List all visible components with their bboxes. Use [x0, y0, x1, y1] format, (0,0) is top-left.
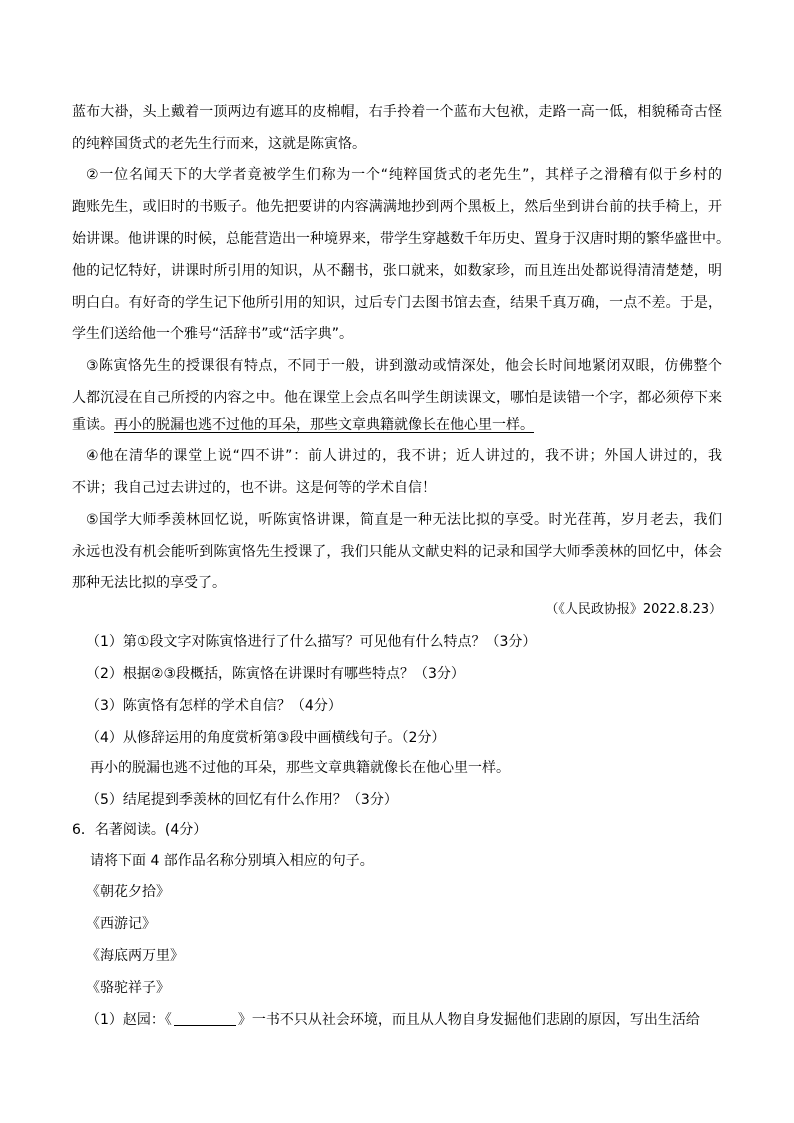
item-prefix: （1）赵园：《 — [86, 1012, 172, 1028]
question-6-item-1 — [86, 1010, 722, 1030]
question-6-title: 6．名著阅读。(4分） — [72, 822, 208, 838]
paragraph-5-line: 永远也没有机会能听到陈寅恪先生授课了，我们只能从文献史料的记录和国学大师季羡林的回忆中，体会 — [72, 544, 722, 560]
book-title: 《骆驼祥子》 — [86, 980, 170, 996]
paragraph-2-line: 他的记忆特好，讲课时所引用的知识，从不翻书，张口就来，如数家珍，而且连出处都说得清清楚楚，明 — [72, 263, 722, 279]
paragraph-4-line: 不讲；我自己过去讲过的，也不讲。这是何等的学术自信！ — [72, 480, 436, 496]
paragraph-3-line — [72, 415, 722, 435]
question-3: （3）陈寅恪有怎样的学术自信？（4分） — [86, 698, 342, 714]
paragraph-2-line: 始讲课。他讲课的时候，总能营造出一种境界来，带学生穿越数千年历史、置身于汉唐时期的繁华盛世中。 — [72, 231, 730, 247]
paragraph-2-line: 明白白。有好奇的学生记下他所引用的知识，过后专门去图书馆去查，结果千真万确，一点不差。于是， — [72, 295, 722, 311]
paragraph-3-line: 人都沉浸在自己所授的内容之中。他在课堂上会点名叫学生朗读课文，哪怕是读错一个字，都必须停下来 — [72, 390, 722, 406]
underlined-sentence: 再小的脱漏也逃不过他的耳朵，那些文章典籍就像长在他心里一样。 — [114, 417, 534, 433]
item-suffix: 》一书不只从社会环境，而且从人物自身发掘他们悲剧的原因，写出生活给 — [237, 1012, 700, 1028]
question-6-instruction: 请将下面 4 部作品名称分别填入相应的句子。 — [90, 853, 374, 869]
text: 重读。 — [72, 417, 114, 433]
book-title: 《海底两万里》 — [86, 948, 184, 964]
paragraph-4-line: ④他在清华的课堂上说“四不讲”：前人讲过的，我不讲；近人讲过的，我不讲；外国人讲过的，我 — [86, 448, 722, 464]
paragraph-1-line: 的纯粹国货式的老先生行而来，这就是陈寅恪。 — [72, 136, 366, 152]
paragraph-5-line: 那种无法比拟的享受了。 — [72, 575, 226, 591]
question-4: （4）从修辞运用的角度赏析第③段中画横线句子。（2分） — [86, 730, 446, 746]
paragraph-2-line: 学生们送给他一个雅号“活辞书”或“活字典”。 — [72, 326, 354, 342]
question-1: （1）第①段文字对陈寅恪进行了什么描写？可见他有什么特点？（3分） — [86, 634, 537, 650]
book-title: 《西游记》 — [86, 916, 156, 932]
source-citation: （《人民政协报》2022.8.23） — [545, 602, 722, 617]
question-2: （2）根据②③段概括，陈寅恪在讲课时有哪些特点？（3分） — [86, 666, 465, 682]
paragraph-2-line: ②一位名闻天下的大学者竟被学生们称为一个“纯粹国货式的老先生”，其样子之滑稽有似于乡村的 — [86, 167, 722, 183]
paragraph-2-line: 跑账先生，或旧时的书贩子。他先把要讲的内容满满地抄到两个黑板上，然后坐到讲台前的扶手椅上，开 — [72, 199, 722, 215]
answer-blank[interactable] — [174, 1011, 236, 1026]
question-4-sentence: 再小的脱漏也逃不过他的耳朵，那些文章典籍就像长在他心里一样。 — [90, 760, 510, 776]
book-title: 《朝花夕拾》 — [86, 884, 170, 900]
paragraph-5-line: ⑤国学大师季羡林回忆说，听陈寅恪讲课，简直是一种无法比拟的享受。时光荏苒，岁月老去，我们 — [86, 512, 722, 528]
paragraph-3-line: ③陈寅恪先生的授课很有特点，不同于一般，讲到激动或情深处，他会长时间地紧闭双眼，仿佛整个 — [86, 358, 722, 374]
question-5: （5）结尾提到季羡林的回忆有什么作用？（3分） — [86, 792, 398, 808]
paragraph-1-line: 蓝布大褂，头上戴着一顶两边有遮耳的皮棉帽，右手拎着一个蓝布大包袱，走路一高一低，相貌稀奇古怪 — [72, 104, 722, 120]
